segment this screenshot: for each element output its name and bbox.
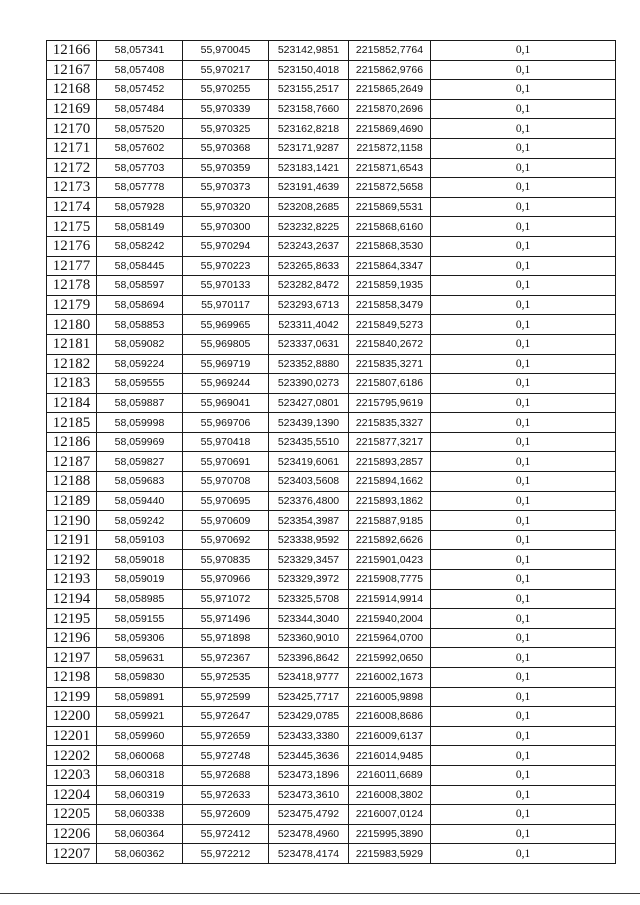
- coord-x-cell: 523311,4042: [269, 315, 349, 335]
- coord-y-cell: 2215840,2672: [349, 334, 431, 354]
- longitude-cell: 55,969805: [183, 334, 269, 354]
- coord-x-cell: 523354,3987: [269, 511, 349, 531]
- point-number-cell: 12197: [47, 648, 97, 668]
- table-row: [47, 432, 616, 452]
- table-row: [47, 217, 616, 237]
- table-row: [47, 765, 616, 785]
- longitude-cell: 55,970609: [183, 511, 269, 531]
- longitude-cell: 55,970691: [183, 452, 269, 472]
- coord-x-cell: 523282,8472: [269, 276, 349, 296]
- page-bottom-rule: [0, 893, 640, 894]
- longitude-cell: 55,970300: [183, 217, 269, 237]
- table-row: [47, 687, 616, 707]
- latitude-cell: 58,060362: [97, 844, 183, 864]
- coord-y-cell: 2215872,5658: [349, 178, 431, 198]
- point-number-cell: 12178: [47, 276, 97, 296]
- accuracy-cell: 0,1: [431, 648, 616, 668]
- point-number-cell: 12204: [47, 785, 97, 805]
- accuracy-cell: 0,1: [431, 589, 616, 609]
- latitude-cell: 58,059082: [97, 334, 183, 354]
- longitude-cell: 55,970708: [183, 472, 269, 492]
- table-row: [47, 354, 616, 374]
- longitude-cell: 55,970117: [183, 295, 269, 315]
- coord-x-cell: 523232,8225: [269, 217, 349, 237]
- coord-y-cell: 2215858,3479: [349, 295, 431, 315]
- coord-y-cell: 2215852,7764: [349, 41, 431, 61]
- coord-y-cell: 2216009,6137: [349, 726, 431, 746]
- coord-y-cell: 2215983,5929: [349, 844, 431, 864]
- coord-x-cell: 523403,5608: [269, 472, 349, 492]
- accuracy-cell: 0,1: [431, 765, 616, 785]
- table-row: [47, 256, 616, 276]
- coord-x-cell: 523478,4174: [269, 844, 349, 864]
- latitude-cell: 58,059555: [97, 374, 183, 394]
- latitude-cell: 58,057778: [97, 178, 183, 198]
- coord-y-cell: 2216002,1673: [349, 668, 431, 688]
- accuracy-cell: 0,1: [431, 432, 616, 452]
- coord-y-cell: 2215992,0650: [349, 648, 431, 668]
- point-number-cell: 12177: [47, 256, 97, 276]
- latitude-cell: 58,059103: [97, 530, 183, 550]
- point-number-cell: 12199: [47, 687, 97, 707]
- accuracy-cell: 0,1: [431, 158, 616, 178]
- point-number-cell: 12201: [47, 726, 97, 746]
- table-row: [47, 785, 616, 805]
- coord-x-cell: 523475,4792: [269, 805, 349, 825]
- accuracy-cell: 0,1: [431, 805, 616, 825]
- table-row: [47, 746, 616, 766]
- longitude-cell: 55,972412: [183, 824, 269, 844]
- accuracy-cell: 0,1: [431, 276, 616, 296]
- point-number-cell: 12170: [47, 119, 97, 139]
- accuracy-cell: 0,1: [431, 609, 616, 629]
- table-row: [47, 472, 616, 492]
- latitude-cell: 58,057520: [97, 119, 183, 139]
- table-row: [47, 276, 616, 296]
- coord-y-cell: 2215865,2649: [349, 80, 431, 100]
- table-row: [47, 589, 616, 609]
- coord-x-cell: 523329,3972: [269, 570, 349, 590]
- coord-x-cell: 523162,8218: [269, 119, 349, 139]
- longitude-cell: 55,972647: [183, 707, 269, 727]
- coord-x-cell: 523191,4639: [269, 178, 349, 198]
- longitude-cell: 55,972609: [183, 805, 269, 825]
- longitude-cell: 55,969965: [183, 315, 269, 335]
- point-number-cell: 12195: [47, 609, 97, 629]
- latitude-cell: 58,057341: [97, 41, 183, 61]
- accuracy-cell: 0,1: [431, 413, 616, 433]
- latitude-cell: 58,058694: [97, 295, 183, 315]
- point-number-cell: 12182: [47, 354, 97, 374]
- coord-y-cell: 2216008,3802: [349, 785, 431, 805]
- longitude-cell: 55,969719: [183, 354, 269, 374]
- table-row: [47, 707, 616, 727]
- accuracy-cell: 0,1: [431, 80, 616, 100]
- latitude-cell: 58,059631: [97, 648, 183, 668]
- longitude-cell: 55,972212: [183, 844, 269, 864]
- table-row: [47, 99, 616, 119]
- coord-y-cell: 2215849,5273: [349, 315, 431, 335]
- coord-y-cell: 2215894,1662: [349, 472, 431, 492]
- longitude-cell: 55,970339: [183, 99, 269, 119]
- coord-x-cell: 523352,8880: [269, 354, 349, 374]
- coord-x-cell: 523329,3457: [269, 550, 349, 570]
- table-row: [47, 648, 616, 668]
- coord-x-cell: 523337,0631: [269, 334, 349, 354]
- coord-x-cell: 523427,0801: [269, 393, 349, 413]
- coord-y-cell: 2215892,6626: [349, 530, 431, 550]
- coordinates-table-body: [47, 41, 616, 864]
- table-row: [47, 236, 616, 256]
- latitude-cell: 58,059960: [97, 726, 183, 746]
- point-number-cell: 12181: [47, 334, 97, 354]
- point-number-cell: 12172: [47, 158, 97, 178]
- accuracy-cell: 0,1: [431, 295, 616, 315]
- latitude-cell: 58,060318: [97, 765, 183, 785]
- point-number-cell: 12166: [47, 41, 97, 61]
- accuracy-cell: 0,1: [431, 41, 616, 61]
- coord-y-cell: 2215868,3530: [349, 236, 431, 256]
- accuracy-cell: 0,1: [431, 491, 616, 511]
- point-number-cell: 12180: [47, 315, 97, 335]
- point-number-cell: 12205: [47, 805, 97, 825]
- longitude-cell: 55,970692: [183, 530, 269, 550]
- coord-y-cell: 2215870,2696: [349, 99, 431, 119]
- latitude-cell: 58,058597: [97, 276, 183, 296]
- accuracy-cell: 0,1: [431, 236, 616, 256]
- longitude-cell: 55,969706: [183, 413, 269, 433]
- point-number-cell: 12191: [47, 530, 97, 550]
- coord-x-cell: 523419,6061: [269, 452, 349, 472]
- coord-y-cell: 2215893,1862: [349, 491, 431, 511]
- latitude-cell: 58,059969: [97, 432, 183, 452]
- point-number-cell: 12173: [47, 178, 97, 198]
- point-number-cell: 12185: [47, 413, 97, 433]
- coord-x-cell: 523171,9287: [269, 138, 349, 158]
- longitude-cell: 55,971072: [183, 589, 269, 609]
- point-number-cell: 12187: [47, 452, 97, 472]
- latitude-cell: 58,057452: [97, 80, 183, 100]
- latitude-cell: 58,059887: [97, 393, 183, 413]
- table-row: [47, 491, 616, 511]
- coord-y-cell: 2215995,3890: [349, 824, 431, 844]
- table-row: [47, 315, 616, 335]
- point-number-cell: 12206: [47, 824, 97, 844]
- coord-y-cell: 2215869,5531: [349, 197, 431, 217]
- table-row: [47, 668, 616, 688]
- point-number-cell: 12207: [47, 844, 97, 864]
- accuracy-cell: 0,1: [431, 628, 616, 648]
- latitude-cell: 58,059998: [97, 413, 183, 433]
- longitude-cell: 55,970217: [183, 60, 269, 80]
- longitude-cell: 55,972367: [183, 648, 269, 668]
- latitude-cell: 58,060338: [97, 805, 183, 825]
- accuracy-cell: 0,1: [431, 256, 616, 276]
- coord-x-cell: 523439,1390: [269, 413, 349, 433]
- coord-x-cell: 523338,9592: [269, 530, 349, 550]
- point-number-cell: 12192: [47, 550, 97, 570]
- longitude-cell: 55,972535: [183, 668, 269, 688]
- accuracy-cell: 0,1: [431, 472, 616, 492]
- coord-x-cell: 523142,9851: [269, 41, 349, 61]
- accuracy-cell: 0,1: [431, 60, 616, 80]
- point-number-cell: 12179: [47, 295, 97, 315]
- latitude-cell: 58,059018: [97, 550, 183, 570]
- accuracy-cell: 0,1: [431, 99, 616, 119]
- coord-y-cell: 2215862,9766: [349, 60, 431, 80]
- coord-y-cell: 2215835,3271: [349, 354, 431, 374]
- latitude-cell: 58,058242: [97, 236, 183, 256]
- latitude-cell: 58,060364: [97, 824, 183, 844]
- latitude-cell: 58,059224: [97, 354, 183, 374]
- table-row: [47, 530, 616, 550]
- accuracy-cell: 0,1: [431, 354, 616, 374]
- coord-y-cell: 2216008,8686: [349, 707, 431, 727]
- point-number-cell: 12203: [47, 765, 97, 785]
- longitude-cell: 55,970223: [183, 256, 269, 276]
- coord-x-cell: 523390,0273: [269, 374, 349, 394]
- accuracy-cell: 0,1: [431, 374, 616, 394]
- accuracy-cell: 0,1: [431, 138, 616, 158]
- coord-x-cell: 523208,2685: [269, 197, 349, 217]
- latitude-cell: 58,059242: [97, 511, 183, 531]
- point-number-cell: 12190: [47, 511, 97, 531]
- accuracy-cell: 0,1: [431, 726, 616, 746]
- coord-x-cell: 523155,2517: [269, 80, 349, 100]
- table-row: [47, 413, 616, 433]
- point-number-cell: 12193: [47, 570, 97, 590]
- coord-y-cell: 2215940,2004: [349, 609, 431, 629]
- longitude-cell: 55,970320: [183, 197, 269, 217]
- latitude-cell: 58,058445: [97, 256, 183, 276]
- coord-y-cell: 2215795,9619: [349, 393, 431, 413]
- longitude-cell: 55,971898: [183, 628, 269, 648]
- coord-y-cell: 2215869,4690: [349, 119, 431, 139]
- table-row: [47, 511, 616, 531]
- longitude-cell: 55,970695: [183, 491, 269, 511]
- latitude-cell: 58,059440: [97, 491, 183, 511]
- accuracy-cell: 0,1: [431, 119, 616, 139]
- coord-y-cell: 2215893,2857: [349, 452, 431, 472]
- longitude-cell: 55,971496: [183, 609, 269, 629]
- longitude-cell: 55,972599: [183, 687, 269, 707]
- longitude-cell: 55,970373: [183, 178, 269, 198]
- point-number-cell: 12186: [47, 432, 97, 452]
- coordinates-table: [46, 40, 616, 864]
- latitude-cell: 58,059830: [97, 668, 183, 688]
- longitude-cell: 55,970045: [183, 41, 269, 61]
- accuracy-cell: 0,1: [431, 217, 616, 237]
- point-number-cell: 12167: [47, 60, 97, 80]
- table-row: [47, 824, 616, 844]
- coord-y-cell: 2216005,9898: [349, 687, 431, 707]
- table-row: [47, 158, 616, 178]
- table-row: [47, 41, 616, 61]
- table-row: [47, 80, 616, 100]
- point-number-cell: 12176: [47, 236, 97, 256]
- accuracy-cell: 0,1: [431, 452, 616, 472]
- coord-y-cell: 2215887,9185: [349, 511, 431, 531]
- latitude-cell: 58,058149: [97, 217, 183, 237]
- latitude-cell: 58,058985: [97, 589, 183, 609]
- coord-x-cell: 523396,8642: [269, 648, 349, 668]
- accuracy-cell: 0,1: [431, 746, 616, 766]
- coord-y-cell: 2215901,0423: [349, 550, 431, 570]
- accuracy-cell: 0,1: [431, 785, 616, 805]
- latitude-cell: 58,059683: [97, 472, 183, 492]
- longitude-cell: 55,970133: [183, 276, 269, 296]
- table-row: [47, 334, 616, 354]
- accuracy-cell: 0,1: [431, 530, 616, 550]
- latitude-cell: 58,057602: [97, 138, 183, 158]
- latitude-cell: 58,059827: [97, 452, 183, 472]
- longitude-cell: 55,970294: [183, 236, 269, 256]
- table-row: [47, 726, 616, 746]
- coord-x-cell: 523265,8633: [269, 256, 349, 276]
- coord-x-cell: 523150,4018: [269, 60, 349, 80]
- table-row: [47, 628, 616, 648]
- coord-y-cell: 2216011,6689: [349, 765, 431, 785]
- accuracy-cell: 0,1: [431, 511, 616, 531]
- coord-x-cell: 523473,3610: [269, 785, 349, 805]
- accuracy-cell: 0,1: [431, 197, 616, 217]
- point-number-cell: 12175: [47, 217, 97, 237]
- coord-y-cell: 2216014,9485: [349, 746, 431, 766]
- accuracy-cell: 0,1: [431, 824, 616, 844]
- coord-x-cell: 523418,9777: [269, 668, 349, 688]
- coord-y-cell: 2215872,1158: [349, 138, 431, 158]
- latitude-cell: 58,058853: [97, 315, 183, 335]
- coord-x-cell: 523433,3380: [269, 726, 349, 746]
- longitude-cell: 55,970418: [183, 432, 269, 452]
- table-row: [47, 570, 616, 590]
- latitude-cell: 58,059306: [97, 628, 183, 648]
- coord-x-cell: 523183,1421: [269, 158, 349, 178]
- point-number-cell: 12202: [47, 746, 97, 766]
- coord-y-cell: 2215859,1935: [349, 276, 431, 296]
- coord-y-cell: 2215868,6160: [349, 217, 431, 237]
- longitude-cell: 55,970325: [183, 119, 269, 139]
- table-row: [47, 452, 616, 472]
- accuracy-cell: 0,1: [431, 844, 616, 864]
- table-row: [47, 550, 616, 570]
- point-number-cell: 12189: [47, 491, 97, 511]
- coord-y-cell: 2215964,0700: [349, 628, 431, 648]
- accuracy-cell: 0,1: [431, 550, 616, 570]
- coord-x-cell: 523158,7660: [269, 99, 349, 119]
- accuracy-cell: 0,1: [431, 668, 616, 688]
- point-number-cell: 12171: [47, 138, 97, 158]
- table-row: [47, 393, 616, 413]
- point-number-cell: 12188: [47, 472, 97, 492]
- latitude-cell: 58,059921: [97, 707, 183, 727]
- coord-x-cell: 523325,5708: [269, 589, 349, 609]
- point-number-cell: 12183: [47, 374, 97, 394]
- coord-y-cell: 2215877,3217: [349, 432, 431, 452]
- table-row: [47, 197, 616, 217]
- longitude-cell: 55,972748: [183, 746, 269, 766]
- accuracy-cell: 0,1: [431, 334, 616, 354]
- coord-y-cell: 2215807,6186: [349, 374, 431, 394]
- latitude-cell: 58,057484: [97, 99, 183, 119]
- latitude-cell: 58,059891: [97, 687, 183, 707]
- longitude-cell: 55,970359: [183, 158, 269, 178]
- coord-y-cell: 2216007,0124: [349, 805, 431, 825]
- point-number-cell: 12184: [47, 393, 97, 413]
- table-row: [47, 805, 616, 825]
- coord-x-cell: 523473,1896: [269, 765, 349, 785]
- longitude-cell: 55,969244: [183, 374, 269, 394]
- coord-x-cell: 523445,3636: [269, 746, 349, 766]
- point-number-cell: 12168: [47, 80, 97, 100]
- accuracy-cell: 0,1: [431, 178, 616, 198]
- table-row: [47, 844, 616, 864]
- coord-x-cell: 523435,5510: [269, 432, 349, 452]
- coord-x-cell: 523425,7717: [269, 687, 349, 707]
- point-number-cell: 12200: [47, 707, 97, 727]
- coord-x-cell: 523293,6713: [269, 295, 349, 315]
- coord-x-cell: 523429,0785: [269, 707, 349, 727]
- longitude-cell: 55,972633: [183, 785, 269, 805]
- longitude-cell: 55,970255: [183, 80, 269, 100]
- latitude-cell: 58,059155: [97, 609, 183, 629]
- accuracy-cell: 0,1: [431, 315, 616, 335]
- latitude-cell: 58,057928: [97, 197, 183, 217]
- latitude-cell: 58,060319: [97, 785, 183, 805]
- point-number-cell: 12174: [47, 197, 97, 217]
- coord-x-cell: 523376,4800: [269, 491, 349, 511]
- accuracy-cell: 0,1: [431, 687, 616, 707]
- longitude-cell: 55,969041: [183, 393, 269, 413]
- longitude-cell: 55,970368: [183, 138, 269, 158]
- table-row: [47, 119, 616, 139]
- coord-y-cell: 2215914,9914: [349, 589, 431, 609]
- coord-y-cell: 2215835,3327: [349, 413, 431, 433]
- longitude-cell: 55,970835: [183, 550, 269, 570]
- point-number-cell: 12169: [47, 99, 97, 119]
- longitude-cell: 55,972659: [183, 726, 269, 746]
- coord-x-cell: 523360,9010: [269, 628, 349, 648]
- coord-y-cell: 2215864,3347: [349, 256, 431, 276]
- coord-y-cell: 2215908,7775: [349, 570, 431, 590]
- latitude-cell: 58,059019: [97, 570, 183, 590]
- point-number-cell: 12198: [47, 668, 97, 688]
- table-row: [47, 609, 616, 629]
- accuracy-cell: 0,1: [431, 570, 616, 590]
- coord-x-cell: 523478,4960: [269, 824, 349, 844]
- latitude-cell: 58,057408: [97, 60, 183, 80]
- coord-x-cell: 523344,3040: [269, 609, 349, 629]
- coord-x-cell: 523243,2637: [269, 236, 349, 256]
- latitude-cell: 58,057703: [97, 158, 183, 178]
- longitude-cell: 55,970966: [183, 570, 269, 590]
- coord-y-cell: 2215871,6543: [349, 158, 431, 178]
- table-row: [47, 374, 616, 394]
- point-number-cell: 12196: [47, 628, 97, 648]
- accuracy-cell: 0,1: [431, 393, 616, 413]
- latitude-cell: 58,060068: [97, 746, 183, 766]
- point-number-cell: 12194: [47, 589, 97, 609]
- table-row: [47, 60, 616, 80]
- table-row: [47, 138, 616, 158]
- table-row: [47, 178, 616, 198]
- accuracy-cell: 0,1: [431, 707, 616, 727]
- table-row: [47, 295, 616, 315]
- longitude-cell: 55,972688: [183, 765, 269, 785]
